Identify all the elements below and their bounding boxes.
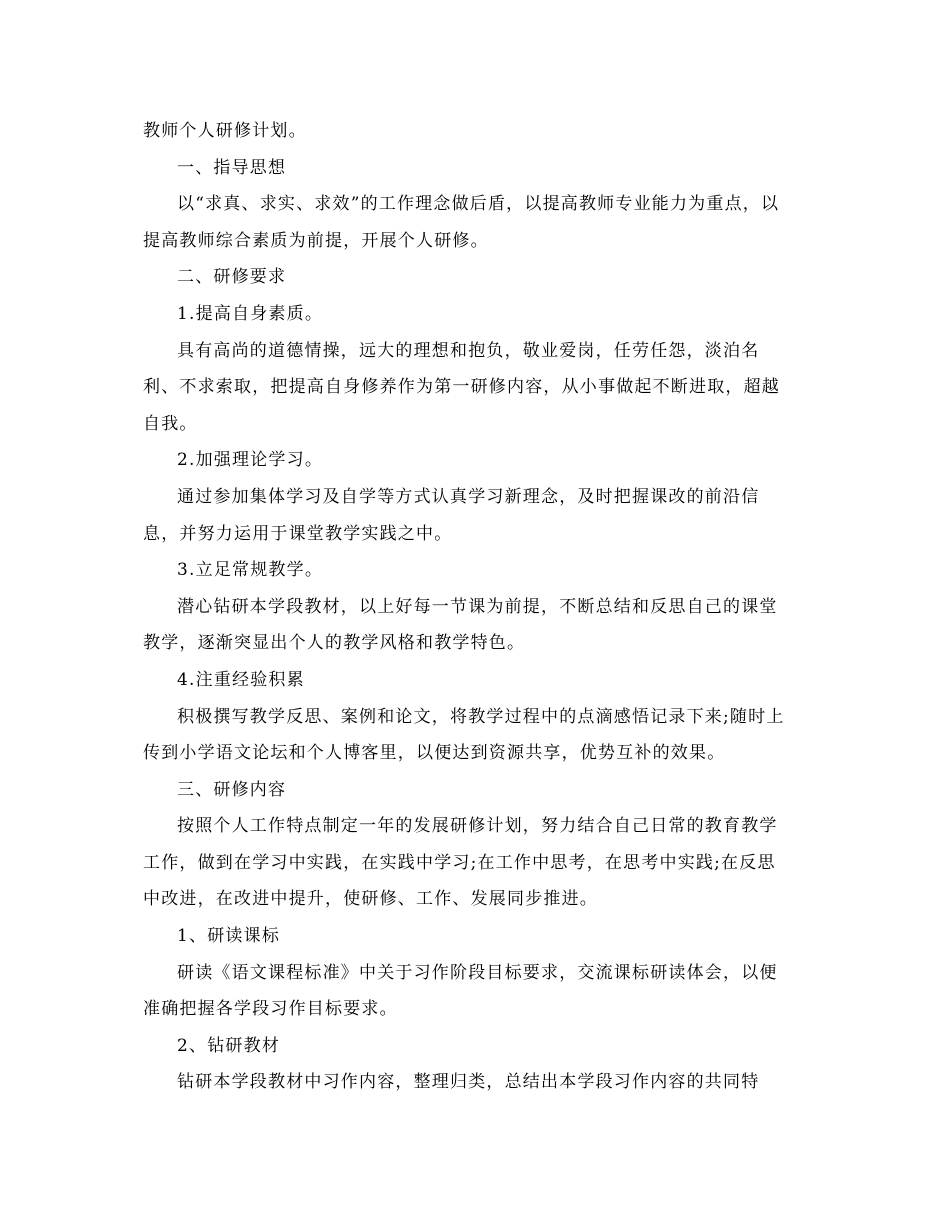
body-text-line: 利、不求索取，把提高自身修养作为第一研修内容，从小事做起不断进取，超越 xyxy=(143,377,780,398)
body-text-line: 钻研本学段教材中习作内容，整理归类，总结出本学段习作内容的共同特 xyxy=(177,1072,760,1093)
body-text-line: 工作，做到在学习中实践，在实践中学习;在工作中思考，在思考中实践;在反思 xyxy=(143,852,776,873)
body-text-line: 中改进，在改进中提升，使研修、工作、发展同步推进。 xyxy=(143,889,598,910)
body-text-line: 具有高尚的道德情操，远大的理想和抱负，敬业爱岗，任劳任怨，淡泊名 xyxy=(177,340,760,361)
body-text-line: 教师个人研修计划。 xyxy=(143,121,307,141)
body-text-line: 息，并努力运用于课堂教学实践之中。 xyxy=(143,523,453,544)
body-text-line: 自我。 xyxy=(143,413,198,434)
subsection-heading: 1、研读课标 xyxy=(177,926,281,947)
body-text-line: 按照个人工作特点制定一年的发展研修计划，努力结合自己日常的教育教学 xyxy=(177,816,778,837)
body-text-line: 通过参加集体学习及自学等方式认真学习新理念，及时把握课改的前沿信 xyxy=(177,486,760,507)
section-heading-content: 三、研修内容 xyxy=(177,779,287,800)
body-text-line: 传到小学语文论坛和个人博客里，以便达到资源共享，优势互补的效果。 xyxy=(143,743,726,764)
subsection-heading: 2.加强理论学习。 xyxy=(177,450,324,471)
subsection-heading: 2、钻研教材 xyxy=(177,1035,281,1056)
document-body xyxy=(143,113,807,1101)
body-text-line: 潜心钻研本学段教材，以上好每一节课为前提，不断总结和反思自己的课堂 xyxy=(177,596,778,617)
subsection-heading: 1.提高自身素质。 xyxy=(177,303,324,324)
body-text-line: 积极撰写教学反思、案例和论文，将教学过程中的点滴感悟记录下来;随时上 xyxy=(177,706,785,727)
body-text-line: 教学，逐渐突显出个人的教学风格和教学特色。 xyxy=(143,633,526,654)
body-text-line: 准确把握各学段习作目标要求。 xyxy=(143,999,398,1020)
section-heading-requirements: 二、研修要求 xyxy=(177,267,287,288)
section-heading-guiding-ideology: 一、指导思想 xyxy=(177,157,287,178)
subsection-heading: 4.注重经验积累 xyxy=(177,669,305,690)
body-text-line: 以“求真、求实、求效”的工作理念做后盾，以提高教师专业能力为重点，以 xyxy=(177,194,780,215)
subsection-heading: 3.立足常规教学。 xyxy=(177,560,324,581)
body-text-line: 提高教师综合素质为前提，开展个人研修。 xyxy=(143,230,489,251)
body-text-line: 研读《语文课程标准》中关于习作阶段目标要求，交流课标研读体会，以便 xyxy=(177,962,778,983)
